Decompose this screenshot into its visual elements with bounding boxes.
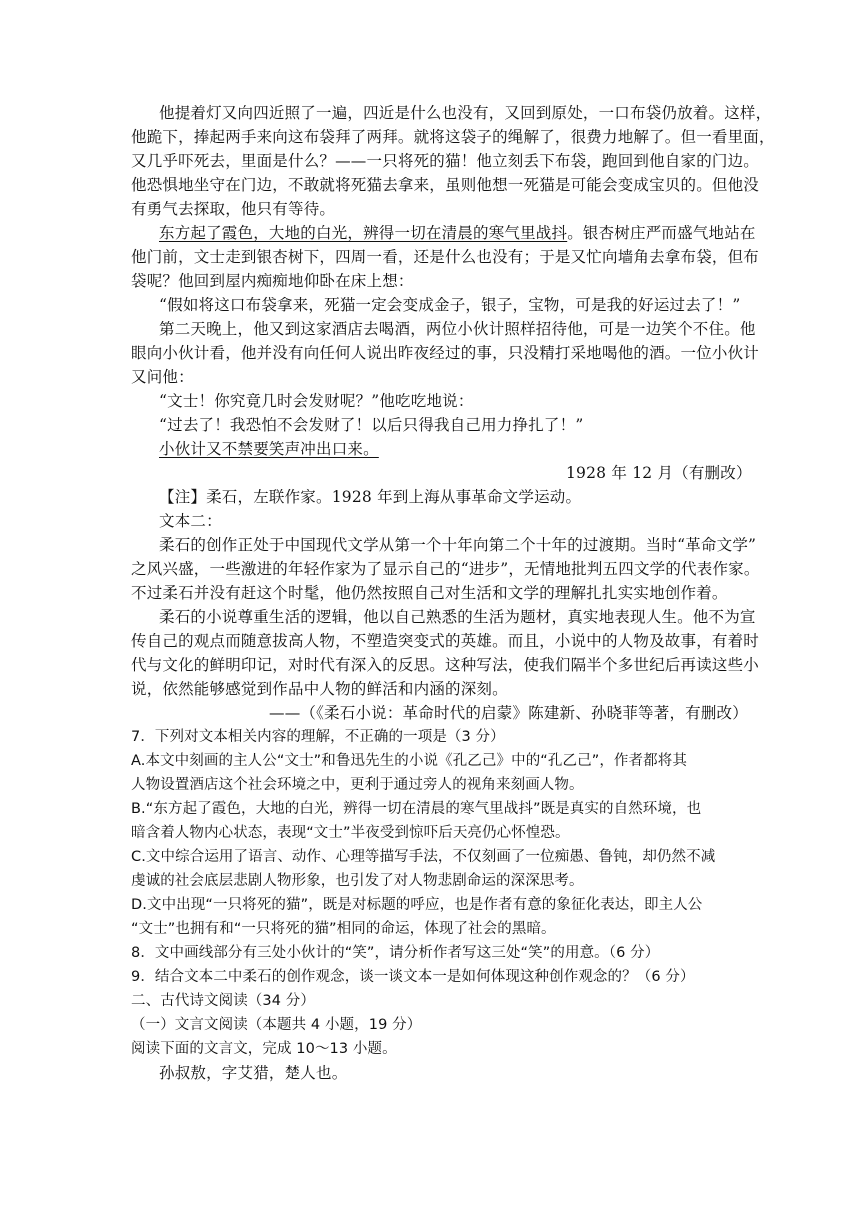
text1-quote2: “文士！你究竟几时会发财呢？”他吃吃地说： <box>159 392 474 410</box>
section2-title: 二、古代诗文阅读（34 分） <box>131 993 315 1009</box>
text2-p2-line1: 柔石的小说尊重生活的逻辑，他以自己熟悉的生活为题材，真实地表现人生。他不为宣 <box>159 608 756 626</box>
question-8: 8．文中画线部分有三处小伙计的“笑”，请分析作者写这三处“笑”的用意。（6 分） <box>131 945 660 961</box>
text1-p1-line2: 他跪下，捧起两手来向这布袋拜了两拜。就将这袋子的绳解了，很费力地解了。但一看里面， <box>131 128 775 146</box>
text1-p2-line3: 袋呢？他回到屋内痴痴地仰卧在床上想： <box>131 272 414 290</box>
text1-p1-line5: 有勇气去探取，他只有等待。 <box>131 200 336 218</box>
option-a-line1: A.本文中刻画的主人公“文士”和鲁迅先生的小说《孔乙己》中的“孔乙己”，作者都将其 <box>131 753 687 769</box>
text1-p1-line1: 他提着灯又向四近照了一遍，四近是什么也没有，又回到原处，一口布袋仍放着。这样， <box>159 104 772 122</box>
text1-p3-line3: 又问他： <box>131 368 194 386</box>
option-b-line1: B.“东方起了霞色，大地的白光，辨得一切在清晨的寒气里战抖”既是真实的自然环境，也 <box>131 801 702 817</box>
question-9: 9．结合文本二中柔石的创作观念，谈一谈文本一是如何体现这种创作观念的？（6 分） <box>131 969 695 985</box>
text2-p2-line2: 传自己的观点而随意拔高人物，不塑造突变式的英雄。而且，小说中的人物及故事，有着时 <box>131 632 760 650</box>
underlined-sentence-dawn: 东方起了霞色，大地的白光，辨得一切在清晨的寒气里战抖 <box>159 224 568 242</box>
question-7: 7．下列对文本相关内容的理解，不正确的一项是（3 分） <box>131 729 505 745</box>
underlined-sentence-laugh: 小伙计又不禁要笑声冲出口来。 <box>159 440 379 458</box>
option-a-line2: 人物设置酒店这个社会环境之中，更利于通过旁人的视角来刻画人物。 <box>131 777 584 793</box>
text2-heading: 文本二： <box>159 512 222 530</box>
text2-source: ——（《柔石小说：革命时代的启蒙》陈建新、孙晓菲等著，有删改） <box>269 704 748 722</box>
text1-p2-line1-rest: 。银杏树庄严而盛气地站在 <box>567 224 756 242</box>
section2-subtitle: （一）文言文阅读（本题共 4 小题，19 分） <box>131 1017 422 1033</box>
text1-p1-line4: 他恐惧地坐守在门边，不敢就将死猫去拿来，虽则他想一死猫是可能会变成宝贝的。但他没 <box>131 176 760 194</box>
text1-quote1: “假如将这口布袋拿来，死猫一定会变成金子，银子，宝物，可是我的好运过去了！” <box>159 296 741 314</box>
text1-note: 【注】柔石，左联作家。1928 年到上海从事革命文学运动。 <box>159 488 582 506</box>
option-b-line2: 暗含着人物内心状态，表现“文士”半夜受到惊吓后天亮仍心怀惶恐。 <box>131 825 570 841</box>
text2-p1-line2: 之风兴盛，一些激进的年轻作家为了显示自己的“进步”，无情地批判五四文学的代表作家。 <box>131 560 760 578</box>
text1-p3-line1: 第二天晚上，他又到这家酒店去喝酒，两位小伙计照样招待他，可是一边笑个不住。他 <box>159 320 756 338</box>
text1-p3-line2: 眼向小伙计看，他并没有向任何人说出昨夜经过的事，只没精打采地喝他的酒。一位小伙计 <box>131 344 760 362</box>
option-d-line1: D.文中出现“一只将死的猫”，既是对标题的呼应，也是作者有意的象征化表达，即主人公 <box>131 897 703 913</box>
text1-p2-line2: 他门前，文士走到银杏树下，四周一看，还是什么也没有；于是又忙向墙角去拿布袋，但布 <box>131 248 760 266</box>
classical-text-first-line: 孙叔敖，字艾猎，楚人也。 <box>159 1064 348 1082</box>
option-c-line2: 虔诚的社会底层悲剧人物形象，也引发了对人物悲剧命运的深深思考。 <box>131 873 584 889</box>
text1-p2-line1 <box>159 222 756 244</box>
section2-instruction: 阅读下面的文言文，完成 10～13 小题。 <box>131 1041 397 1057</box>
text2-p1-line1: 柔石的创作正处于中国现代文学从第一个十年向第二个十年的过渡期。当时“革命文学” <box>159 536 757 554</box>
text2-p1-line3: 不过柔石并没有赶这个时髦，他仍然按照自己对生活和文学的理解扎扎实实地创作着。 <box>131 584 728 602</box>
option-d-line2: “文士”也拥有和“一只将死的猫”相同的命运，体现了社会的黑暗。 <box>131 921 556 937</box>
text1-date: 1928 年 12 月（有删改） <box>566 464 752 482</box>
text2-p2-line3: 代与文化的鲜明印记，对时代有深入的反思。这种写法，使我们隔半个多世纪后再读这些小 <box>131 656 760 674</box>
text2-p2-line4: 说，依然能够感觉到作品中人物的鲜活和内涵的深刻。 <box>131 680 508 698</box>
option-c-line1: C.文中综合运用了语言、动作、心理等描写手法，不仅刻画了一位痴愚、鲁钝，却仍然不减 <box>131 849 716 865</box>
text1-quote3: “过去了！我恐怕不会发财了！以后只得我自己用力挣扎了！” <box>159 416 584 434</box>
text1-p1-line3: 又几乎吓死去，里面是什么？——一只将死的猫！他立刻丢下布袋，跑回到他自家的门边。 <box>131 152 760 170</box>
